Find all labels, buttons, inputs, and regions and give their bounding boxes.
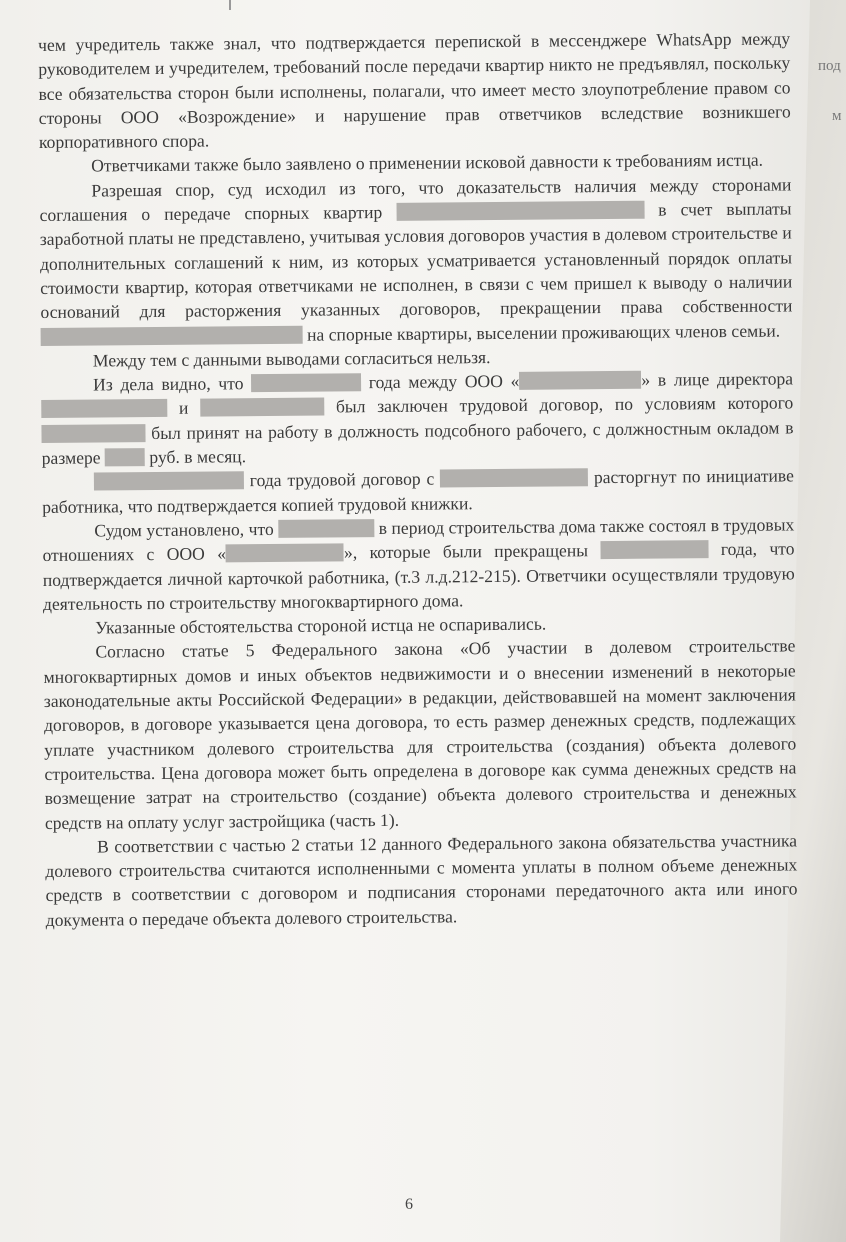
- paragraph: [43, 634, 797, 835]
- side-text-2: м: [832, 108, 842, 124]
- paragraph-text: года между ООО «: [361, 370, 520, 393]
- paragraph-text: Судом установлено, что: [94, 518, 279, 541]
- paragraph: [38, 26, 791, 154]
- paragraph-text: был принят на работу в должность подсобного рабочего, с должностным окладом в размере: [41, 417, 794, 469]
- redaction-block: [600, 540, 708, 559]
- paragraph-text: в счет выплаты заработной платы не представлено, учитывая условия договоров участия в долевом строительстве и дополнительных соглашений к ним, из которых усматривается установленный порядок оплаты стоимости квартир, которая ответчиками не исполнен, в связи с чем пришел к выводу о наличии оснований для расторжения указанных договоров, прекращении права собственности: [39, 198, 793, 323]
- paragraph: [42, 464, 794, 519]
- paragraph-text: на спорные квартиры, выселении проживающих членов семьи.: [302, 320, 781, 345]
- paragraph-text: чем учредитель также знал, что подтверждается перепиской в мессенджере WhatsApp между руководителем и учредителем, требований после передачи квартир никто не предъявлял, поскольку все обязательства сторон были исполнены, полагали, что имеет место злоупотребление правом со стороны ООО «Возрождение» и нарушение прав ответчиков вследствие возникшего корпоративного спора.: [38, 28, 791, 153]
- paragraph-text: был заключен трудовой договор, по условиям которого: [324, 392, 794, 417]
- redaction-block: [396, 201, 644, 221]
- paragraph-text: В соответствии с частью 2 статьи 12 данного Федерального закона обязательства участника долевого строительства считаются исполненными с момента уплаты в полном объеме денежных средств в соответствии с договором и подписания сторонами передаточного акта или иного документа о передаче объекта долевого строительства.: [45, 830, 798, 930]
- redaction-block: [41, 325, 303, 345]
- redaction-block: [278, 519, 374, 538]
- side-text-1: под: [818, 58, 841, 74]
- redaction-block: [41, 399, 167, 418]
- paragraph-text: руб. в месяц.: [144, 446, 247, 468]
- redaction-block: [200, 398, 324, 417]
- document-body: [38, 26, 798, 932]
- paragraph-text: и: [167, 398, 201, 419]
- paragraph: [42, 512, 795, 616]
- paragraph-text: Ответчиками также было заявлено о применении исковой давности к требованиям истца.: [91, 150, 764, 177]
- paragraph-text: расторгнут по инициативе работника, что подтверждается копией трудовой книжки.: [42, 465, 794, 517]
- paragraph: [39, 172, 792, 349]
- redaction-block: [251, 373, 361, 392]
- staple-mark: [229, 0, 231, 10]
- redaction-block: [105, 448, 145, 466]
- page-number: 6: [405, 1196, 413, 1213]
- paragraph-text: года трудовой договор с: [243, 468, 441, 491]
- paragraph-text: года, что подтверждается личной карточкой работника, (т.3 л.д.212-215). Ответчики осуществляли трудовую деятельность по строительству многоквартирного дома.: [42, 538, 795, 614]
- paragraph-text: », которые были прекращены: [343, 540, 601, 563]
- paragraph-text: » в лице директора: [641, 368, 794, 390]
- paragraph-text: Указанные обстоятельства стороной истца не оспаривались.: [95, 613, 547, 638]
- paragraph-text: Между тем с данными выводами согласиться нельзя.: [92, 346, 491, 371]
- redaction-block: [519, 371, 641, 390]
- paragraph-text: Из дела видно, что: [92, 373, 252, 395]
- redaction-block: [226, 544, 344, 563]
- redaction-block: [41, 424, 145, 443]
- paragraph-text: Разрешая спор, суд исходил из того, что доказательств наличия между сторонами соглашения о передаче спорных квартир: [39, 174, 792, 226]
- redaction-block: [440, 469, 588, 488]
- paragraph-text: Согласно статье 5 Федерального закона «Об участии в долевом строительстве многоквартирных домов и иных объектов недвижимости и о внесении изменений в некоторые законодательные акты Российской Федерации» в редакции, действовавшей на момент заключения договоров, в договоре указывается цена договора, то есть размер денежных средств, подлежащих уплате участником долевого строительства для строительства (создания) объекта долевого строительства. Цена договора может быть определена в договоре как сумма денежных средств на возмещение затрат на строительство (создание) объекта долевого строительства и денежных средств на оплату услуг застройщика (часть 1).: [43, 635, 797, 833]
- paragraph: [41, 367, 794, 471]
- redaction-block: [94, 472, 244, 491]
- paragraph: [45, 828, 798, 932]
- paragraph-text: в период строительства дома также состоял в трудовых отношениях с ООО «: [42, 514, 795, 566]
